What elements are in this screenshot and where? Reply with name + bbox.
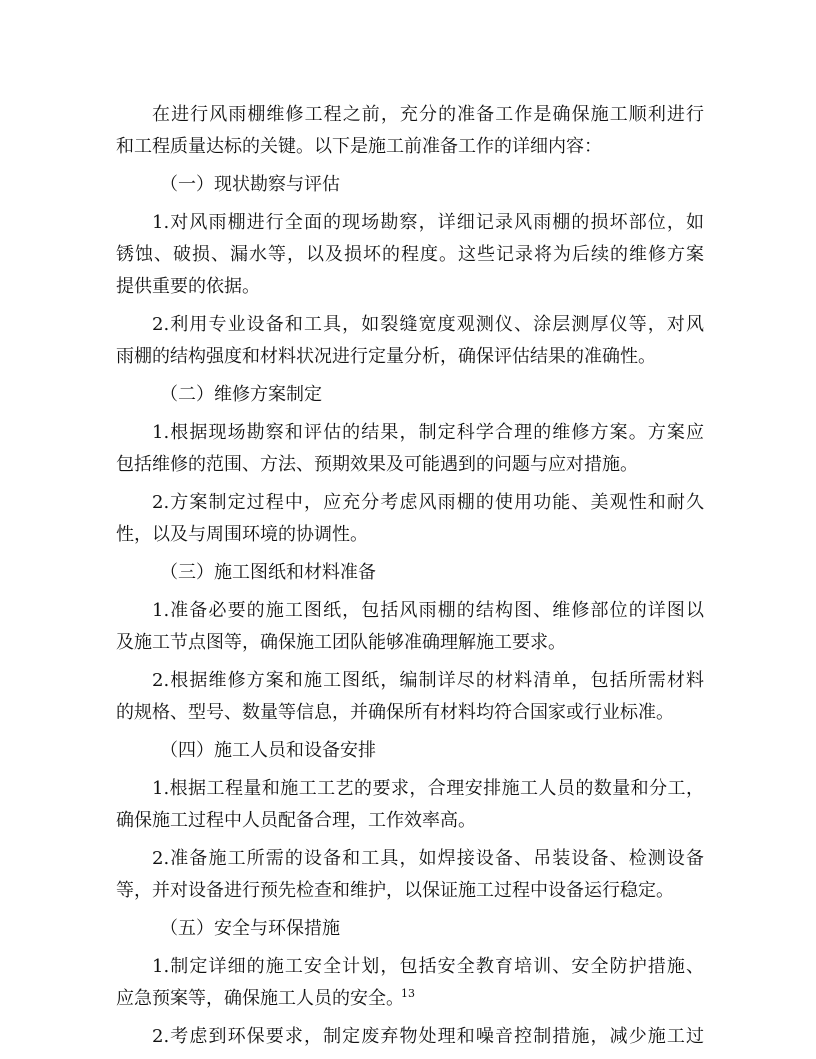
paragraph [116,843,704,907]
page-number: 13 [401,987,415,1000]
text-line: 1.根据现场勘察和评估的结果，制定科学合理的维修方案。方案应 [152,422,704,443]
section-heading [116,735,704,767]
text-line: 2.准备施工所需的设备和工具，如焊接设备、吊装设备、检测设备 [152,848,704,869]
text-line: 1.制定详细的施工安全计划，包括安全教育培训、安全防护措施、 [152,956,704,977]
paragraph [116,207,704,303]
paragraph [116,951,704,1015]
text-line: 1.对风雨棚进行全面的现场勘察，详细记录风雨棚的损坏部位，如 [152,212,704,233]
paragraph [116,417,704,481]
text-line: （五）安全与环保措施 [160,918,340,939]
text-line: 及施工节点图等，确保施工团队能够准确理解施工要求。 [116,632,566,653]
text-line: （一）现状勘察与评估 [160,174,340,195]
paragraph [116,487,704,551]
text-line: 2.方案制定过程中，应充分考虑风雨棚的使用功能、美观性和耐久 [152,492,704,513]
text-line: 2.考虑到环保要求，制定废弃物处理和噪音控制措施，减少施工过 [152,1026,704,1047]
text-line: 提供重要的依据。 [116,276,260,297]
text-line: （二）维修方案制定 [160,384,322,405]
text-line: 1.根据工程量和施工工艺的要求，合理安排施工人员的数量和分工， [152,778,704,799]
text-line: 应急预案等，确保施工人员的安全。 [116,988,404,1009]
section-heading [116,557,704,589]
document-body [116,99,704,1059]
text-line: 锈蚀、破损、漏水等，以及损坏的程度。这些记录将为后续的维修方案 [116,244,704,265]
text-line: 确保施工过程中人员配备合理，工作效率高。 [116,810,476,831]
text-line: 1.准备必要的施工图纸，包括风雨棚的结构图、维修部位的详图以 [152,600,704,621]
text-line: 包括维修的范围、方法、预期效果及可能遇到的问题与应对措施。 [116,454,638,475]
paragraph [116,99,704,163]
section-heading [116,379,704,411]
text-line: （四）施工人员和设备安排 [160,740,376,761]
text-line: 和工程质量达标的关键。以下是施工前准备工作的详细内容： [116,136,602,157]
paragraph [116,1021,704,1053]
text-line: 等，并对设备进行预先检查和维护，以保证施工过程中设备运行稳定。 [116,880,674,901]
text-line: 2.根据维修方案和施工图纸，编制详尽的材料清单，包括所需材料 [152,670,704,691]
text-line: 在进行风雨棚维修工程之前，充分的准备工作是确保施工顺利进行 [152,104,704,125]
paragraph [116,595,704,659]
section-heading [116,169,704,201]
paragraph [116,773,704,837]
paragraph [116,309,704,373]
text-line: 性，以及与周围环境的协调性。 [116,524,368,545]
paragraph [116,665,704,729]
section-heading [116,913,704,945]
text-line: 2.利用专业设备和工具，如裂缝宽度观测仪、涂层测厚仪等，对风 [152,314,704,335]
text-line: （三）施工图纸和材料准备 [160,562,376,583]
text-line: 的规格、型号、数量等信息，并确保所有材料均符合国家或行业标准。 [116,702,674,723]
text-line: 雨棚的结构强度和材料状况进行定量分析，确保评估结果的准确性。 [116,346,656,367]
